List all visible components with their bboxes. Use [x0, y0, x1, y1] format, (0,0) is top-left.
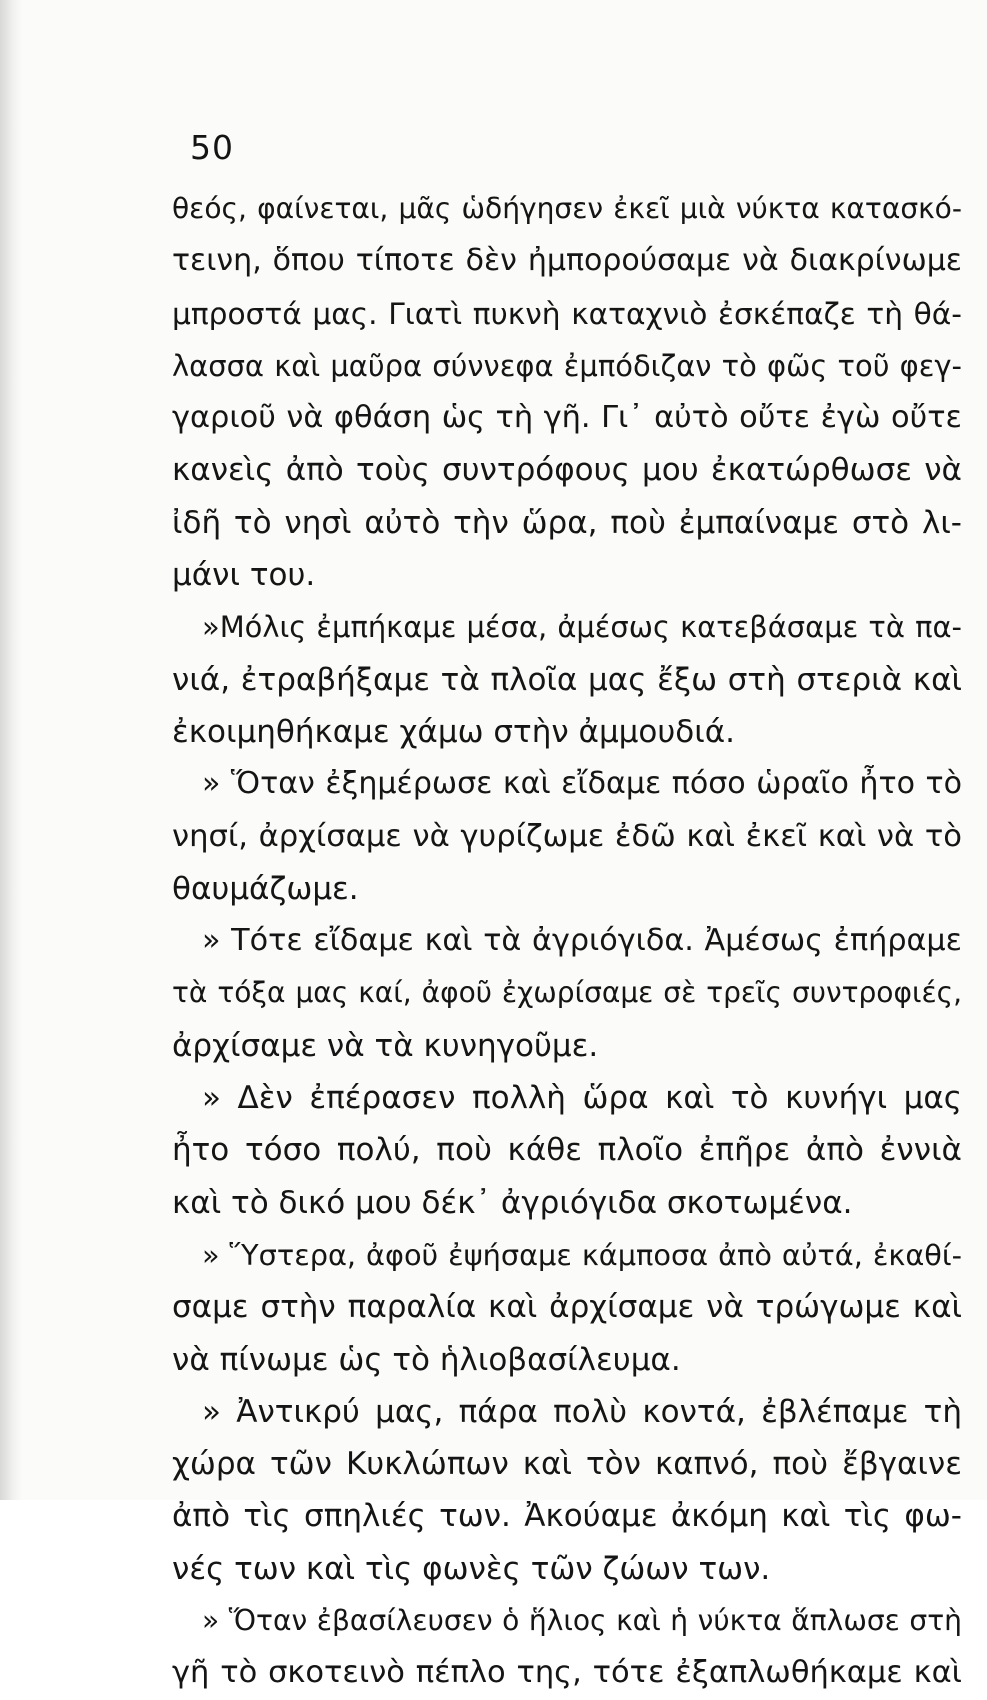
text-line: σαμε στὴν παραλία καὶ ἀρχίσαμε νὰ τρώγωμε καὶ	[172, 1289, 962, 1326]
text-line: μπροστά μας. Γιατὶ πυκνὴ καταχνιὸ ἐσκέπαζε τὴ θά-	[172, 295, 962, 331]
binding-gutter-shadow	[0, 0, 22, 1500]
text-line: τεινη, ὅπου τίποτε δὲν ἠμπορούσαμε νὰ διακρίνωμε	[172, 243, 962, 279]
text-line: νησί, ἀρχίσαμε νὰ γυρίζωμε ἐδῶ καὶ ἐκεῖ καὶ νὰ τὸ	[172, 818, 962, 854]
text-line: λασσα καὶ μαῦρα σύννεφα ἐμπόδιζαν τὸ φῶς τοῦ φεγ-	[172, 348, 962, 383]
body-text	[172, 183, 962, 1700]
text-line: θαυμάζωμε.	[172, 870, 359, 907]
text-line: νιά, ἐτραβήξαμε τὰ πλοῖα μας ἔξω στὴ στεριὰ καὶ	[172, 661, 962, 698]
text-line: γαριοῦ νὰ φθάση ὡς τὴ γῆ. Γι᾽ αὐτὸ οὔτε ἐγὼ οὔτε	[172, 400, 962, 436]
text-line: » Ἀντικρύ μας, πάρα πολὺ κοντά, ἐβλέπαμε τὴ	[202, 1393, 962, 1430]
text-line: καὶ τὸ δικό μου δέκ᾽ ἀγριόγιδα σκοτωμένα.	[172, 1184, 853, 1221]
text-line: ἐκοιμηθήκαμε χάμω στὴν ἀμμουδιά.	[172, 713, 736, 750]
text-line: » Δὲν ἐπέρασεν πολλὴ ὥρα καὶ τὸ κυνήγι μας	[202, 1080, 962, 1117]
text-line: χώρα τῶν Κυκλώπων καὶ τὸν καπνό, ποὺ ἔβγαινε	[172, 1446, 962, 1483]
text-line: κανεὶς ἀπὸ τοὺς συντρόφους μου ἐκατώρθωσε νὰ	[172, 452, 962, 489]
text-line: γῆ τὸ σκοτεινὸ πέπλο της, τότε ἐξαπλωθήκαμε καὶ	[172, 1655, 962, 1691]
text-line: νὰ πίνωμε ὡς τὸ ἡλιοβασίλευμα.	[172, 1341, 681, 1378]
text-line: μάνι του.	[172, 557, 316, 594]
text-line: ἀρχίσαμε νὰ τὰ κυνηγοῦμε.	[172, 1027, 599, 1064]
text-line: τὰ τόξα μας καί, ἀφοῦ ἐχωρίσαμε σὲ τρεῖς συντροφιές,	[172, 976, 962, 1010]
text-line: θεός, φαίνεται, μᾶς ὡδήγησεν ἐκεῖ μιὰ νύκτα κατασκό-	[172, 192, 962, 225]
text-line: » Ὅταν ἐβασίλευσεν ὁ ἥλιος καὶ ἡ νύκτα ἅπλωσε στὴ	[202, 1604, 962, 1638]
text-line: ἀπὸ τὶς σπηλιές των. Ἀκούαμε ἀκόμη καὶ τὶς φω-	[172, 1498, 962, 1535]
text-line: » Τότε εἴδαμε καὶ τὰ ἀγριόγιδα. Ἀμέσως ἐπήραμε	[202, 923, 962, 959]
page-number: 50	[190, 128, 234, 167]
text-line: » Ὅταν ἐξημέρωσε καὶ εἴδαμε πόσο ὡραῖο ἦτο τὸ	[202, 766, 962, 802]
text-line: ἦτο τόσο πολύ, ποὺ κάθε πλοῖο ἐπῆρε ἀπὸ ἐννιὰ	[172, 1132, 962, 1169]
text-line: νές των καὶ τὶς φωνὲς τῶν ζώων των.	[172, 1550, 771, 1587]
text-line: »Μόλις ἐμπήκαμε μέσα, ἀμέσως κατεβάσαμε τὰ πα-	[202, 610, 962, 645]
text-line: ἰδῆ τὸ νησὶ αὐτὸ τὴν ὥρα, ποὺ ἐμπαίναμε στὸ λι-	[172, 504, 962, 541]
text-line: » Ὕστερα, ἀφοῦ ἐψήσαμε κάμποσα ἀπὸ αὐτά, ἐκαθί-	[202, 1237, 962, 1272]
